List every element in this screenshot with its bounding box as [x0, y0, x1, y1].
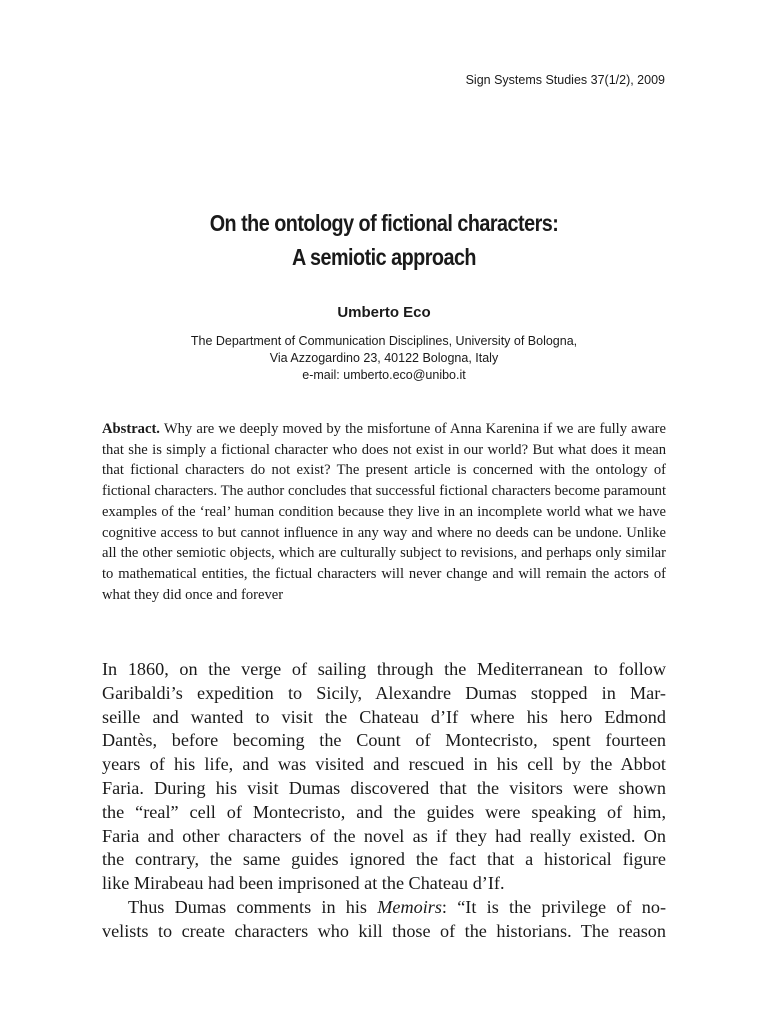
body-line: velists to create characters who kill those of the historians. The reason	[102, 920, 666, 941]
memoirs-title: Memoirs	[377, 896, 442, 917]
abstract-label: Abstract.	[102, 421, 160, 437]
body-line: In 1860, on the verge of sailing through the Mediterranean to follow	[102, 659, 666, 679]
body-line: the “real” cell of Montecristo, and the guides were speaking of him,	[102, 801, 666, 822]
body-paragraph-2	[102, 896, 666, 944]
author-name: Umberto Eco	[337, 304, 431, 321]
body-line	[102, 896, 666, 920]
author-email: e-mail: umberto.eco@unibo.it	[302, 368, 466, 382]
body-line: like Mirabeau had been imprisoned at the Chateau d’If.	[102, 873, 505, 894]
body-line: Faria and other characters of the novel as if they had really existed. On	[102, 825, 666, 846]
body-paragraph-1	[102, 658, 666, 896]
body-line: Garibaldi’s expedition to Sicily, Alexandre Dumas stopped in Mar-	[102, 682, 666, 703]
body-text	[102, 658, 666, 944]
body-line: Dantès, before becoming the Count of Montecristo, spent fourteen	[102, 730, 666, 751]
body-line: seille and wanted to visit the Chateau d’If where his hero Edmond	[102, 706, 666, 727]
abstract	[102, 419, 666, 605]
article-title	[54, 206, 714, 274]
body-line: years of his life, and was visited and rescued in his cell by the Abbot	[102, 754, 666, 775]
affiliation-line-2: Via Azzogardino 23, 40122 Bologna, Italy	[269, 351, 499, 365]
author-affiliation	[0, 333, 768, 384]
body-line: the contrary, the same guides ignored the fact that a historical figure	[102, 849, 666, 870]
title-line-2: A semiotic approach	[291, 244, 477, 270]
body-line: Faria. During his visit Dumas discovered that the visitors were shown	[102, 777, 666, 798]
title-line-1: On the ontology of fictional characters:	[209, 210, 559, 236]
body-text-run: Thus Dumas comments in his	[128, 896, 378, 917]
journal-header: Sign Systems Studies 37(1/2), 2009	[465, 73, 665, 87]
affiliation-line-1: The Department of Communication Disciplines, University of Bologna,	[190, 334, 578, 348]
abstract-text: Why are we deeply moved by the misfortune of Anna Karenina if we are fully aware that she is simply a fictional character who does not exist in our world? But what does it mean that fictional characters do not exist? The present article is concerned with the ontology of fictional characters. The author concludes that successful fictional characters become paramount examples of the ‘real’ human condition because they live in an incomplete world what we have cognitive access to but cannot influence in any way and where no deeds can be undone. Unlike all the other semiotic objects, which are culturally subject to revisions, and perhaps only similar to mathematical entities, the fictual characters will never change and will remain the actors of what they did once and forever	[102, 421, 667, 603]
body-text-run: : “It is the privilege of no-	[441, 896, 667, 917]
